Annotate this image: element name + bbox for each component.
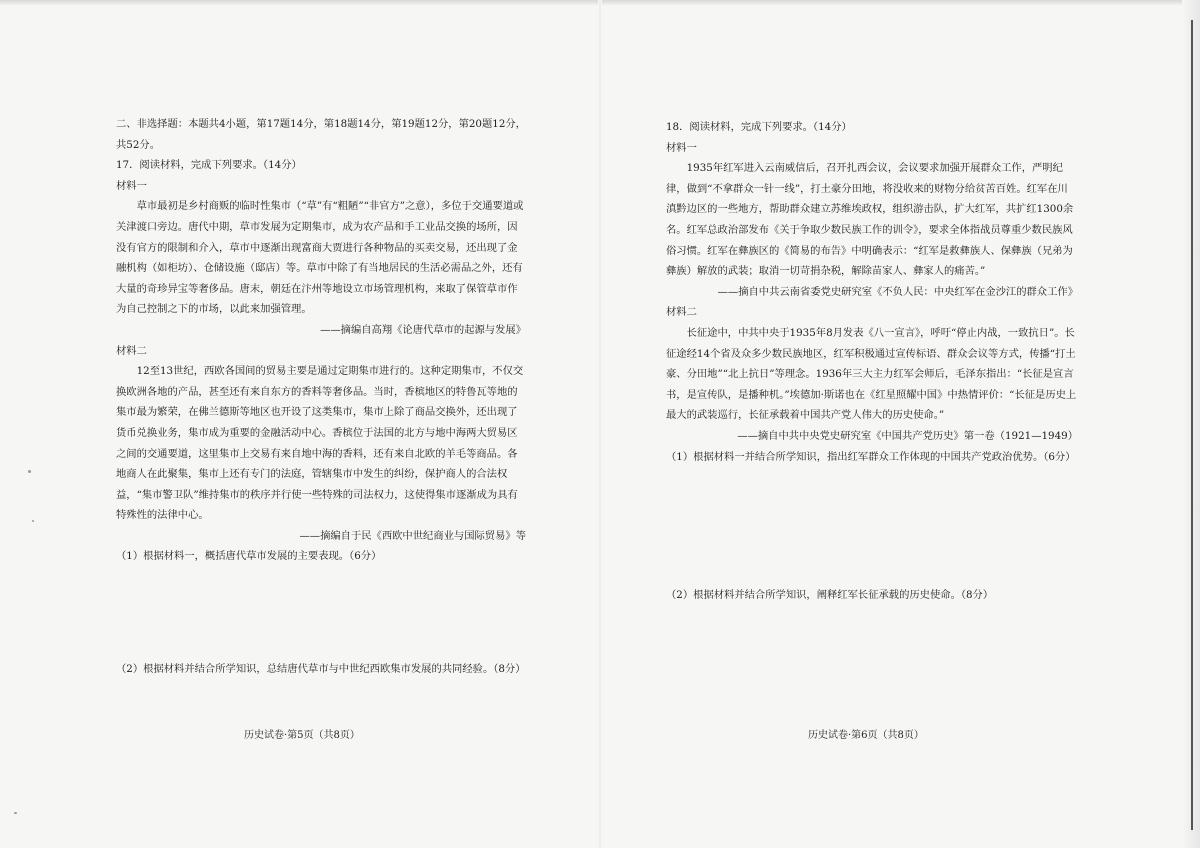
scan-right-edge: [1182, 0, 1200, 848]
answer-space: [116, 567, 526, 659]
q17-material2-source: ——摘编自于民《西欧中世纪商业与国际贸易》等: [299, 529, 526, 542]
q18-material2-label: 材料二: [666, 306, 697, 319]
q18-material2-text: 长征途中，中共中央于1935年8月发表《八一宣言》，呼吁“停止内战，一致抗日”。长征途经14个省及众多少数民族地区，红军积极通过宣传标语、群众会议等方式，传播“打土豪、分田地”“北上抗日”等理念。1936年三大主力红军会师后，毛泽东指出：“长征是宣言书，是宣传队，是播种机。”埃德加·斯诺也在《红星照耀中国》中热情评价：“长征是历史上最大的武装巡行，长征承载着中国共产党人伟大的历史使命。”: [666, 326, 1077, 422]
scan-speck: [28, 470, 31, 473]
q17-title: 17．阅读材料，完成下列要求。（14分）: [116, 159, 302, 172]
q18-part1: （1）根据材料一并结合所学知识，指出红军群众工作体现的中国共产党政治优势。（6分）: [666, 450, 1076, 463]
left-page-footer: 历史试卷·第5页（共8页）: [244, 730, 360, 741]
q18-material1-label: 材料一: [666, 141, 697, 154]
q18-part2: （2）根据材料并结合所学知识，阐释红军长征承载的历史使命。（8分）: [666, 589, 994, 602]
section-header: 二、非选择题：本题共4小题，第17题14分，第18题14分，第19题12分，第20题12分，共52分。: [116, 118, 526, 151]
q17-material1-source: ——摘编自高翔《论唐代草市的起源与发展》: [320, 323, 526, 336]
left-page: [116, 114, 526, 680]
page-fold: [598, 0, 602, 848]
q18-material1-text: 1935年红军进入云南威信后，召开扎西会议，会议要求加强开展群众工作，严明纪律，做到“不拿群众一针一线”，打土豪分田地，将没收来的财物分给贫苦百姓。红军在川滇黔边区的一些地方，帮助群众建立苏维埃政权，组织游击队，扩大红军，共扩红1300余名。红军总政治部发布《关于争取少数民族工作的训令》，要求全体指战员尊重少数民族风俗习惯。红军在彝族区的《简易的布告》中明确表示：“红军是救彝族人、保彝族（兄弟为彝族）解放的武装；取消一切苛捐杂税，解除苗家人、彝家人的痛苦。”: [666, 162, 1074, 278]
q17-material1-label: 材料一: [116, 179, 147, 192]
q18-material1-source: ——摘自中共云南省委党史研究室《不负人民：中央红军在金沙江的群众工作》: [717, 285, 1078, 298]
q17-material2-label: 材料二: [116, 344, 147, 357]
scan-speck: [14, 812, 17, 814]
q17-part2: （2）根据材料并结合所学知识，总结唐代草市与中世纪西欧集市发展的共同经验。（8分）: [116, 663, 526, 676]
q17-part1: （1）根据材料一，概括唐代草市发展的主要表现。（6分）: [116, 550, 382, 563]
scan-speck: [32, 520, 34, 522]
q17-material2-text: 12至13世纪，西欧各国间的贸易主要是通过定期集市进行的。这种定期集市，不仅交换欧洲各地的产品，甚至还有来自东方的香料等奢侈品。当时，香槟地区的特鲁瓦等地的集市最为繁荣，在佛兰德斯等地区也开设了这类集市，集市上除了商品交换外，还出现了货币兑换业务，集市成为重要的金融活动中心。香槟位于法国的北方与地中海两大贸易区之间的交通要道，这里集市上交易有来自地中海的香料，还有来自北欧的羊毛等商品。各地商人在此聚集，集市上还有专门的法庭，管辖集市中发生的纠纷，保护商人的合法权益，“集市警卫队”维持集市的秩序并行使一些特殊的司法权力，这使得集市逐渐成为具有特殊性的法律中心。: [116, 365, 524, 522]
right-page: [666, 117, 1078, 606]
q17-material1-text: 草市最初是乡村商贩的临时性集市（“草”有“粗陋”“非官方”之意），多位于交通要道或关津渡口旁边。唐代中期，草市发展为定期集市，成为农产品和手工业品交换的场所，因没有官方的限制和介入，草市中逐渐出现富商大贾进行各种物品的买卖交易，还出现了金融机构（如柜坊）、仓储设施（邸店）等。草市中除了有当地居民的生活必需品之外，还有大量的奇珍异宝等奢侈品。唐末，朝廷在汴州等地设立市场管理机构，来取了保管草市作为自己控制之下的市场，以此来加强管理。: [116, 200, 524, 316]
right-page-footer: 历史试卷·第6页（共8页）: [808, 730, 924, 741]
answer-space: [666, 467, 1078, 585]
q18-title: 18．阅读材料，完成下列要求。（14分）: [666, 121, 852, 133]
q18-material2-source: ——摘自中共中央党史研究室《中国共产党历史》第一卷（1921—1949）: [737, 429, 1078, 442]
